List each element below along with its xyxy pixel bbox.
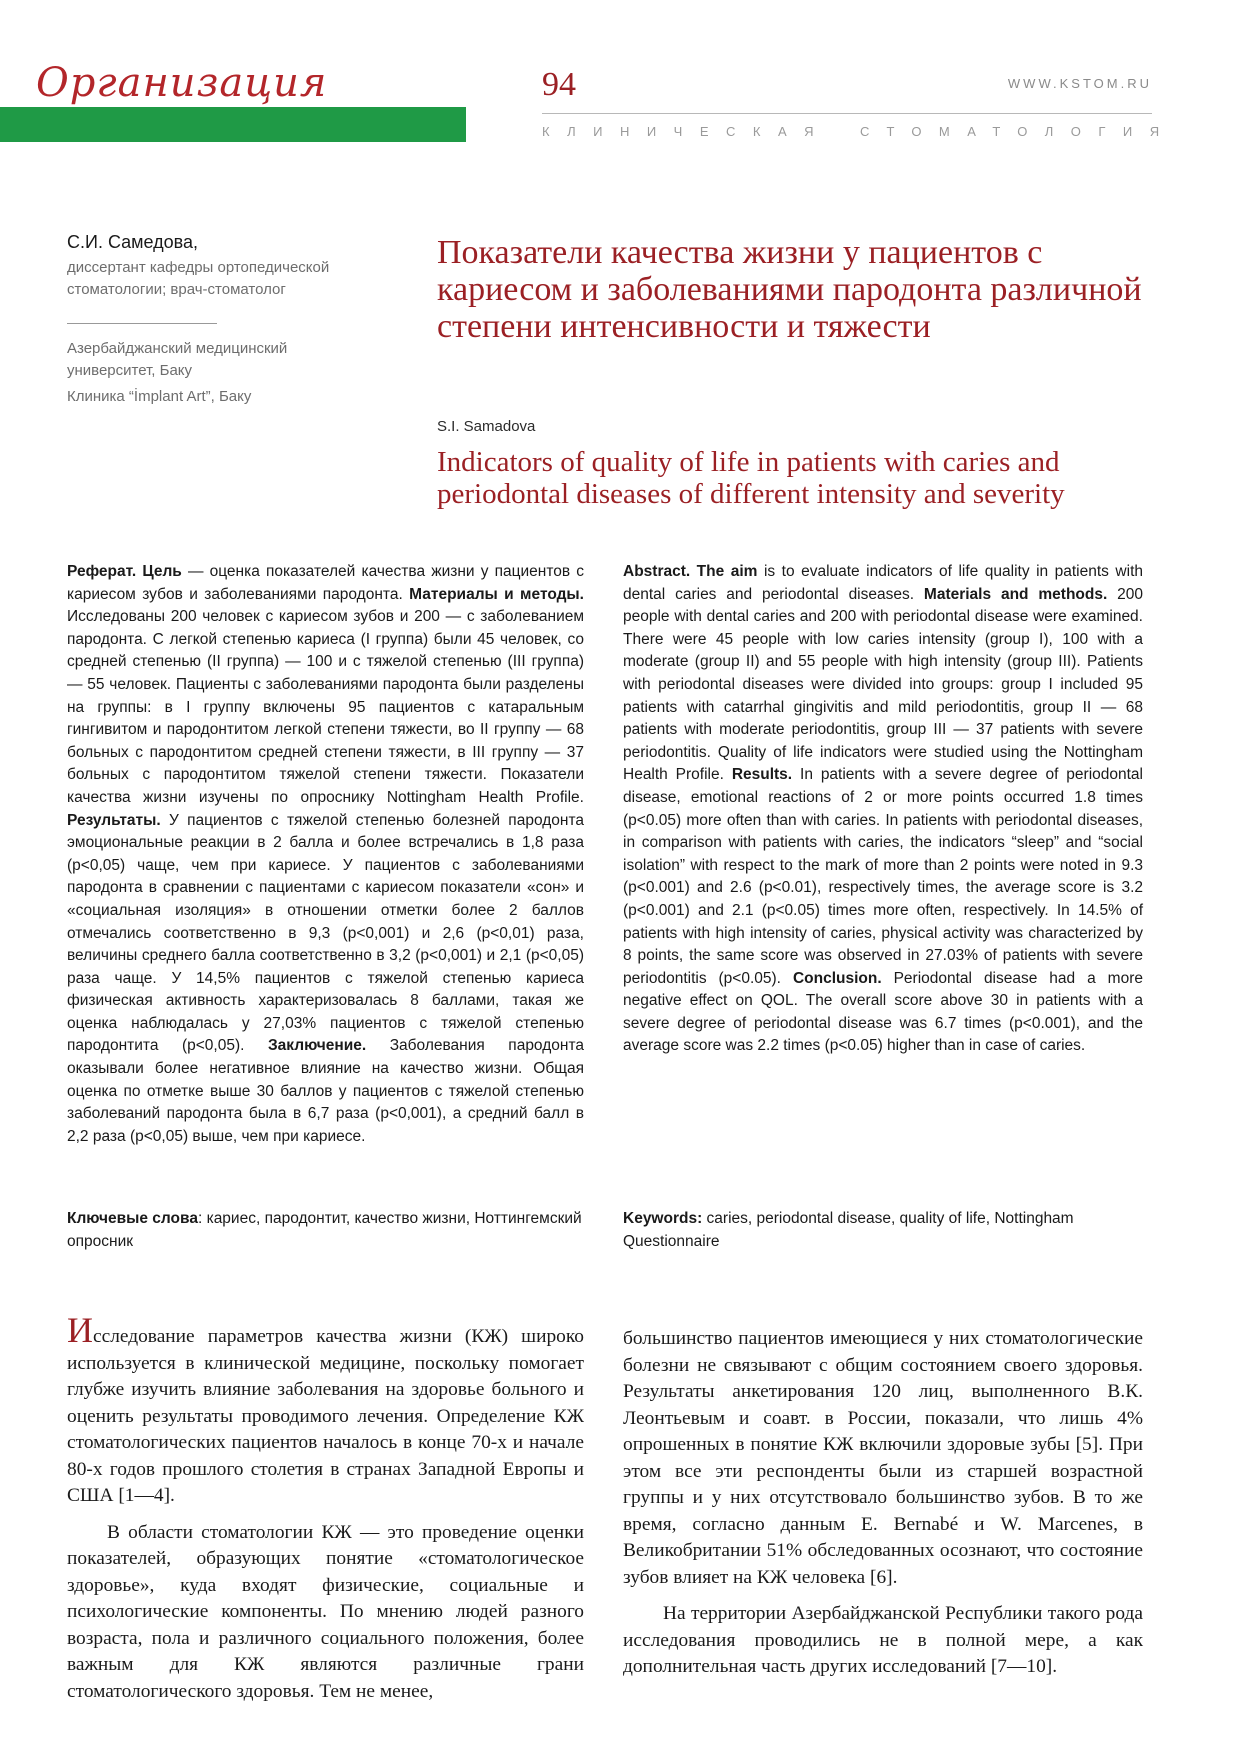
author-name: С.И. Самедова, <box>67 232 199 252</box>
abstract-en-label: Abstract. The aim <box>623 563 758 580</box>
author-position: диссертант кафедры ортопедической стоматологии; врач-стоматолог <box>67 259 330 298</box>
article-title-ru: Показатели качества жизни у пациентов с кариесом и заболеваниями пародонта различной степени интенсивности и тяжести <box>437 234 1142 345</box>
body-paragraph-text: сследование параметров качества жизни (КЖ) широко используется в клинической медицине, поскольку помогает глубже изучить влияние заболевания на здоровье больного и оценить результаты проводимого лечения. Определение КЖ стоматологических пациентов началось в конце 70-х и начале 80-х годов прошлого столетия в странах Западной Европы и США [1—4]. <box>67 1326 584 1506</box>
abstract-en <box>623 561 1143 1058</box>
article-title-en: Indicators of quality of life in patients with caries and periodontal diseases of different intensity and severity <box>437 446 1065 510</box>
journal-name-part-2: СТОМАТОЛОГИЯ <box>860 124 1177 139</box>
section-color-bar <box>0 107 466 142</box>
keywords-ru-label: Ключевые слова <box>67 1210 198 1227</box>
body-column-right <box>623 1326 1143 1681</box>
keywords-ru-text: : кариес, пародонтит, качество жизни, Ноттингемский опросник <box>67 1210 582 1250</box>
abstract-en-results-label: Results. <box>731 766 793 784</box>
abstract-en-conclusion-label: Conclusion. <box>792 969 882 987</box>
journal-name-part-1: КЛИНИЧЕСКАЯ <box>542 124 832 139</box>
body-paragraph: В области стоматологии КЖ — это проведение оценки показателей, образующих понятие «стоматологическое здоровье», куда входят физические, социальные и психологические компоненты. По мнению людей разного возраста, пола и различного социального положения, более важным для КЖ являются различные грани стоматологического здоровья. Тем не менее, <box>67 1521 584 1702</box>
keywords-en-text: caries, periodontal disease, quality of life, Nottingham Questionnaire <box>623 1210 1074 1250</box>
abstract-ru-methods-label: Материалы и методы. <box>409 585 584 603</box>
abstract-en-methods: 200 people with dental caries and 200 with periodontal disease were examined. There were 45 people with low caries intensity (group I), 100 with a moderate (group II) and 55 people with high intensity (group III). Patients with periodontal diseases were divided into groups: group I included 95 patients with catarrhal gingivitis and mild periodontitis, group II — 68 patients with moderate periodontitis, group III — 37 patients with severe periodontitis. Quality of life indicators were studied using the Nottingham Health Profile. <box>623 585 1143 784</box>
body-paragraph: На территории Азербайджанской Республики такого рода исследования проводились не в полной мере, а как дополнительная часть других исследований [7—10]. <box>623 1603 1143 1677</box>
author-name-en: S.I. Samadova <box>437 418 536 435</box>
abstract-ru-aim: — оценка показателей качества жизни у пациентов с кариесом зубов и заболеваниями пародонта. <box>67 563 584 603</box>
abstract-ru <box>67 561 584 1148</box>
drop-cap: И <box>67 1310 93 1350</box>
abstract-ru-methods: Исследованы 200 человек с кариесом зубов и 200 — с заболеванием пародонта. С легкой степенью кариеса (I группа) были 45 человек, со средней степенью (II группа) — 100 и с тяжелой степенью (III группа) — 55 человек. Пациенты с заболеваниями пародонта были разделены на группы: в I группу включены 95 пациентов с катаральным гингивитом и пародонтитом легкой степени тяжести, во II группу — 68 больных с пародонтитом средней степени тяжести, в III группу — 37 больных с пародонтитом тяжелой степени тяжести. Показатели качества жизни изучены по опроснику Nottingham Health Profile. <box>67 608 584 806</box>
abstract-en-conclusion: Periodontal disease had a more negative effect on QOL. The overall score above 30 in patients with a severe degree of periodontal disease was 6.7 times (p<0.001), and the average score was 2.2 times (p<0.05) higher than in case of caries. <box>623 969 1143 1055</box>
abstract-ru-results: У пациентов с тяжелой степенью болезней пародонта эмоциональные реакции в 2 балла и более встречались в 1,8 раза (p<0,05) чаще, чем при кариесе. У пациентов с заболеваниями пародонта в сравнении с пациентами с кариесом показатели «сон» и «социальная изоляция» в отношении отметки более 2 баллов отмечались соответственно в 9,3 (p<0,001) и 2,6 (p<0,01) раза, величины среднего балла соответственно в 3,2 (p<0,001) и 2,1 (p<0,05) раза чаще. У 14,5% пациентов с тяжелой степенью кариеса физическая активность характеризовалась 8 баллами, такая же оценка наблюдалась у 27,03% пациентов с тяжелой степенью пародонтита (p<0,05). <box>67 811 584 1055</box>
abstract-ru-text <box>67 561 584 1148</box>
affiliation-divider <box>67 323 217 324</box>
keywords-en <box>623 1208 1143 1253</box>
abstract-ru-results-label: Результаты. <box>67 811 161 829</box>
keywords-ru <box>67 1208 584 1253</box>
header-divider <box>542 113 1152 114</box>
abstract-ru-label: Реферат. Цель <box>67 563 182 580</box>
site-url-link[interactable]: WWW.KSTOM.RU <box>1007 76 1152 91</box>
body-paragraph <box>67 1310 584 1510</box>
abstract-en-aim: is to evaluate indicators of life quality in patients with dental caries and periodontal diseases. <box>623 563 1143 603</box>
abstract-en-results: In patients with a severe degree of periodontal disease, emotional reactions of 2 or more points occurred 1.8 times (p<0.05) more often than with caries. In patients with periodontal diseases, in comparison with patients with caries, the indicators “sleep” and “social isolation” with respect to the mark of more than 2 points were noted in 9.3 (p<0.001) and 2.6 (p<0.01), respectively times, the average score is 3.2 (p<0.001) and 2.1 (p<0.05) times more often, respectively. In 14.5% of patients with high intensity of caries, physical activity was characterized by 8 points, the same score was observed in 27.03% of patients with severe periodontitis (p<0.05). <box>623 766 1143 987</box>
abstract-ru-conclusion: Заболевания пародонта оказывали более негативное влияние на качество жизни. Общая оценка по отметке выше 30 баллов у пациентов с тяжелой степенью заболеваний пародонта была в 6,7 раза (p<0,001), а средний балл в 2,2 раза (p<0,05) выше, чем при кариесе. <box>67 1037 584 1145</box>
affiliation-clinic: Клиника “İmplant Art”, Баку <box>67 388 252 405</box>
abstract-ru-conclusion-label: Заключение. <box>267 1037 367 1055</box>
abstract-en-text <box>623 561 1143 1058</box>
section-label: Организация <box>36 60 328 106</box>
body-column-left <box>67 1310 584 1705</box>
body-paragraph: большинство пациентов имеющиеся у них стоматологические болезни не связывают с общим состоянием своего здоровья. Результаты анкетирования 120 лиц, выполненного В.К. Леонтьевым и соавт. в России, показали, что лишь 4% опрошенных в понятие КЖ включили здоровые зубы [5]. При этом все эти респонденты были из старшей возрастной группы и у них отсутствовало большинство зубов. В то же время, согласно данным E. Bernabé и W. Marcenes, в Великобритании 51% обследованных осознают, что состояние зубов влияет на КЖ человека [6]. <box>623 1328 1143 1588</box>
affiliation-university: Азербайджанский медицинский университет, Баку <box>67 340 288 379</box>
page-number: 94 <box>542 66 576 103</box>
keywords-en-label: Keywords: <box>623 1210 703 1227</box>
abstract-en-methods-label: Materials and methods. <box>923 585 1108 603</box>
author-block <box>67 232 367 408</box>
